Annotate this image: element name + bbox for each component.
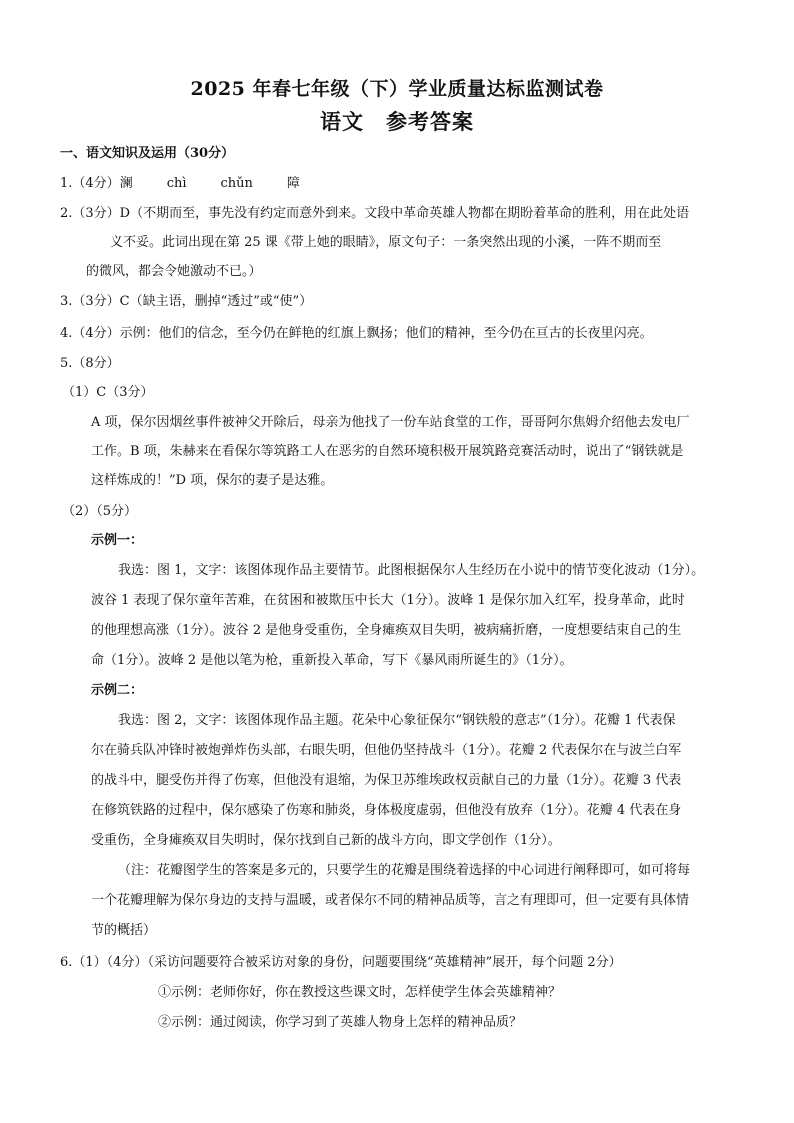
q1-answer-3: chǔn xyxy=(220,176,253,191)
example-1-title: 示例一： xyxy=(91,533,144,548)
q2-line-2: 义不妥。此词出现在第 25 课《带上她的眼睛》，原文句子：一条突然出现的小溪，一阵不期而至 xyxy=(110,235,662,250)
q2-line-3: 的微风，都会令她激动不已。） xyxy=(86,264,262,279)
q4-answer: 4.（4分）示例：他们的信念，至今仍在鲜艳的红旗上飘扬；他们的精神，至今仍在亘古的长夜里闪亮。 xyxy=(60,326,653,341)
q1-answer-2: chì xyxy=(166,176,187,191)
page-subtitle: 语文 参考答案 xyxy=(320,109,474,134)
note-line-1: （注：花瓣图学生的答案是多元的，只要学生的花瓣是围绕着选择的中心词进行阐释即可，如可将每 xyxy=(118,863,691,878)
q1-answer xyxy=(60,175,300,193)
q5-part2-heading: （2）（5分） xyxy=(62,504,138,519)
q5-part1-line-3: 这样炼成的！”D 项，保尔的妻子是达雅。 xyxy=(91,473,334,488)
example-1-line-1: 我选：图 1，文字：该图体现作品主要情节。此图根据保尔人生经历在小说中的情节变化波动（1分）。 xyxy=(118,563,705,578)
example-2-line-1: 我选：图 2，文字：该图体现作品主题。花朵中心象征保尔“钢铁般的意志”（1分）。花瓣 1 代表保 xyxy=(118,713,676,728)
q5-heading: 5.（8分） xyxy=(60,356,120,371)
note-line-3: 节的概括） xyxy=(91,923,157,938)
q5-part1-line-2: 工作。B 项，朱赫来在看保尔等筑路工人在恶劣的自然环境积极开展筑路竞赛活动时，说出了“钢铁就是 xyxy=(91,444,684,459)
note-line-2: 一个花瓣理解为保尔身边的支持与温暖，或者保尔不同的精神品质等，言之有理即可，但一定要有具体情 xyxy=(91,893,690,908)
example-1-line-4: 命（1分）。波峰 2 是他以笔为枪，重新投入革命，写下《暴风雨所诞生的》（1分）。 xyxy=(91,653,573,668)
example-1-line-3: 的他理想高涨（1分）。波谷 2 是他身受重伤，全身瘫痪双目失明，被病痛折磨，一度想要结束自己的生 xyxy=(91,623,682,638)
q6-part1-heading: 6.（1）（4分）（采访问题要符合被采访对象的身份，问题要围绕“英雄精神”展开，每个问题 2分） xyxy=(60,955,622,970)
example-2-line-5: 受重伤，全身瘫痪双目失明时，保尔找到自己新的战斗方向，即文学创作（1分）。 xyxy=(91,833,561,848)
q2-line-1: 2.（3分）D（不期而至，事先没有约定而意外到来。文段中革命英雄人物都在期盼着革命的胜利，用在此处语 xyxy=(60,206,690,221)
example-2-line-4: 在修筑铁路的过程中，保尔感染了伤寒和肺炎，身体极度虚弱，但他没有放弃（1分）。花瓣 4 代表在身 xyxy=(91,803,682,818)
example-2-line-2: 尔在骑兵队冲锋时被炮弹炸伤头部，右眼失明，但他仍坚持战斗（1分）。花瓣 2 代表保尔在与波兰白军 xyxy=(91,743,682,758)
q5-part1-line-1: A 项，保尔因烟丝事件被神父开除后，母亲为他找了一份车站食堂的工作，哥哥阿尔焦姆介绍他去发电厂 xyxy=(91,415,690,430)
q3-answer: 3.（3分）C（缺主语，删掉“透过”或“使”） xyxy=(60,294,313,309)
q6-sample-2: ②示例：通过阅读，你学习到了英雄人物身上怎样的精神品质？ xyxy=(158,1015,523,1030)
example-2-line-3: 的战斗中，腿受伤并得了伤寒，但他没有退缩，为保卫苏维埃政权贡献自己的力量（1分）。花瓣 3 代表 xyxy=(91,773,682,788)
q5-part1-answer: （1）C（3分） xyxy=(62,385,154,400)
q1-prefix: 1.（4分） xyxy=(60,176,120,191)
section-heading: 一、语文知识及运用（30分） xyxy=(60,146,235,161)
example-1-line-2: 波谷 1 表现了保尔童年苦难，在贫困和被欺压中长大（1分）。波峰 1 是保尔加入红军，投身革命，此时 xyxy=(91,593,685,608)
q6-sample-1: ①示例：老师你好，你在教授这些课文时，怎样使学生体会英雄精神？ xyxy=(158,985,562,1000)
q1-answer-1: 澜 xyxy=(119,176,133,191)
example-2-title: 示例二： xyxy=(91,683,144,698)
page-title: 2025 年春七年级（下）学业质量达标监测试卷 xyxy=(190,78,604,100)
q1-answer-4: 障 xyxy=(286,176,300,191)
